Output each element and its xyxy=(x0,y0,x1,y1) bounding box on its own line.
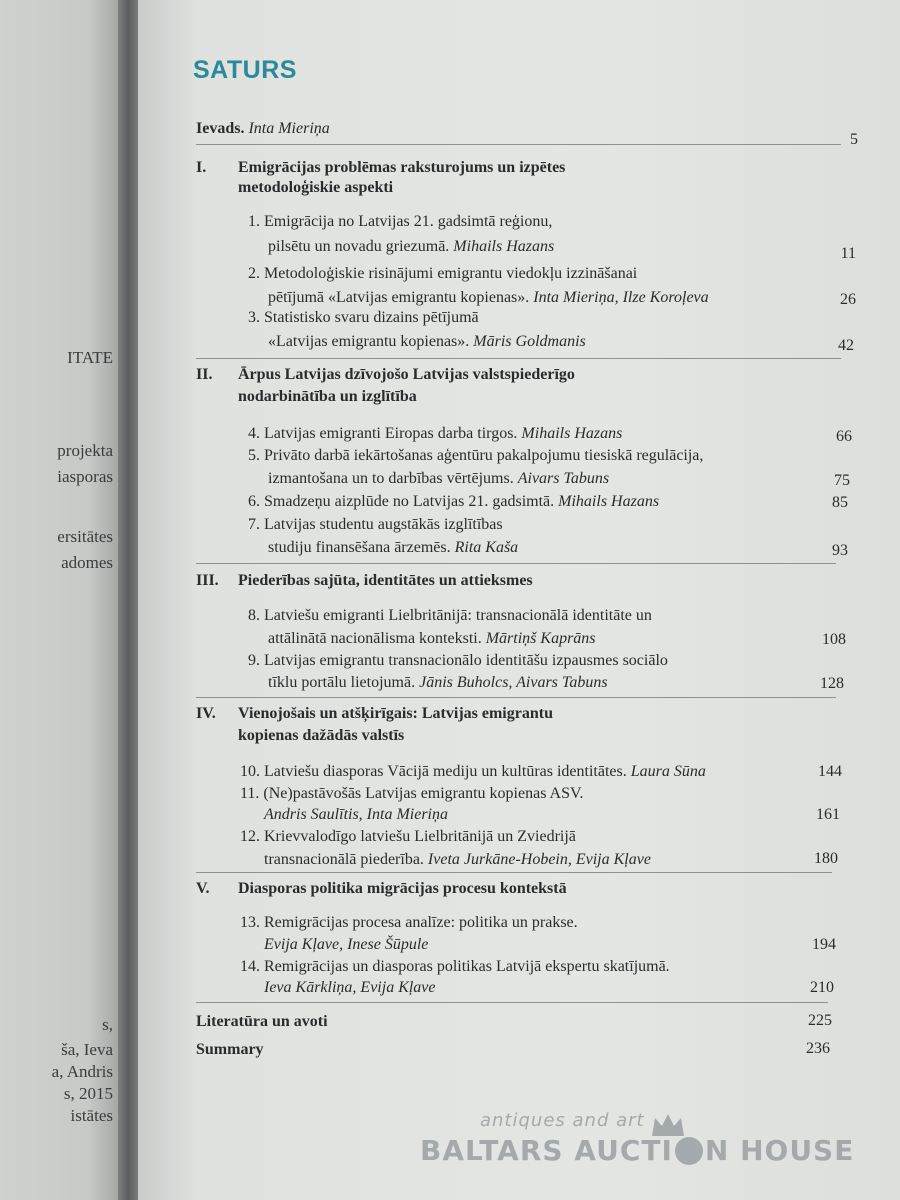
section-numeral: V. xyxy=(196,880,210,897)
page-number: 128 xyxy=(820,675,844,692)
chapter-number: 7. xyxy=(248,516,260,533)
chapter-10 xyxy=(240,762,706,782)
watermark-tagline: antiques and art xyxy=(480,1110,645,1131)
intro-label: Ievads. xyxy=(196,120,245,137)
chapter-title: attālinātā nacionālisma konteksti. xyxy=(268,630,482,647)
page-number: 75 xyxy=(834,472,850,489)
chapter-title: izmantošana un to darbības vērtējums. xyxy=(268,470,514,487)
chapter-number: 5. xyxy=(248,447,260,464)
back-matter-label: Literatūra un avoti xyxy=(196,1013,328,1030)
left-facing-page xyxy=(0,0,125,1200)
chapter-1 xyxy=(248,212,552,232)
chapter-title: Remigrācijas procesa analīze: politika un prakse. xyxy=(264,914,578,931)
chapter-author: Andris Saulītis, Inta Mieriņa xyxy=(264,806,448,823)
page-number: 108 xyxy=(822,631,846,648)
chapter-7 xyxy=(248,515,503,535)
chapter-9-line2 xyxy=(268,673,608,693)
chapter-author: Jānis Buholcs, Aivars Tabuns xyxy=(419,674,608,691)
section-numeral: II. xyxy=(196,366,213,383)
left-page-fragment: projekta xyxy=(57,441,113,460)
watermark-name-end: N HOUSE xyxy=(704,1134,855,1167)
chapter-7-line2 xyxy=(268,538,518,558)
chapter-author: Ieva Kārkliņa, Evija Kļave xyxy=(264,979,436,996)
page-number: 180 xyxy=(814,850,838,867)
page-number: 11 xyxy=(840,245,856,262)
page-number: 210 xyxy=(810,979,834,996)
chapter-title: «Latvijas emigrantu kopienas». xyxy=(268,333,470,350)
chapter-title: transnacionālā piederība. xyxy=(264,851,424,868)
page-number: 194 xyxy=(812,936,836,953)
left-page-fragment: istātes xyxy=(70,1106,113,1125)
section-title: kopienas dažādās valstīs xyxy=(238,727,405,744)
chapter-title: Latvijas studentu augstākās izglītības xyxy=(264,516,503,533)
chapter-2 xyxy=(248,264,637,284)
chapter-number: 9. xyxy=(248,652,260,669)
section-title: Diasporas politika migrācijas procesu kontekstā xyxy=(238,880,567,897)
section-title: Ārpus Latvijas dzīvojošo Latvijas valstspiederīgo xyxy=(238,366,575,383)
chapter-title: Privāto darbā iekārtošanas aģentūru pakalpojumu tiesiskā regulācija, xyxy=(264,447,704,464)
section-numeral: III. xyxy=(196,572,219,589)
chapter-number: 10. xyxy=(240,763,260,780)
left-page-fragment: s, xyxy=(102,1015,113,1034)
chapter-number: 14. xyxy=(240,958,260,975)
page-number: 26 xyxy=(840,291,856,308)
auction-house-watermark xyxy=(420,1110,855,1180)
page-number: 161 xyxy=(816,806,840,823)
intro-author: Inta Mieriņa xyxy=(248,120,330,137)
chapter-author: Iveta Jurkāne-Hobein, Evija Kļave xyxy=(427,851,651,868)
left-page-fragment: ša, Ieva xyxy=(61,1040,113,1059)
chapter-title: Latvijas emigranti Eiropas darba tirgos. xyxy=(264,425,518,442)
chapter-title: Remigrācijas un diasporas politikas Latvijā ekspertu skatījumā. xyxy=(264,958,670,975)
chapter-author: Evija Kļave, Inese Šūpule xyxy=(264,936,429,953)
chapter-9 xyxy=(248,651,668,671)
chapter-1-line2 xyxy=(268,237,554,257)
chapter-number: 13. xyxy=(240,914,260,931)
toc-intro xyxy=(196,119,330,139)
chapter-author: Inta Mieriņa, Ilze Koroļeva xyxy=(533,289,709,306)
page-number: 5 xyxy=(850,131,858,148)
chapter-13-line2 xyxy=(264,935,428,955)
chapter-author: Mihails Hazans xyxy=(558,493,660,510)
section-title: nodarbinātība un izglītība xyxy=(238,388,417,405)
chapter-5-line2 xyxy=(268,469,609,489)
divider xyxy=(196,358,841,359)
left-page-fragment: adomes xyxy=(61,553,113,572)
left-page-fragment: s, 2015 xyxy=(63,1084,113,1103)
chapter-number: 11. xyxy=(240,785,260,802)
left-page-fragment: iasporas xyxy=(57,467,113,486)
page-title: SATURS xyxy=(193,56,297,84)
chapter-5 xyxy=(248,446,703,466)
chapter-number: 2. xyxy=(248,265,260,282)
chapter-title: Latvijas emigrantu transnacionālo identitāšu izpausmes sociālo xyxy=(264,652,668,669)
back-matter-label: Summary xyxy=(196,1041,264,1058)
chapter-title: pētījumā «Latvijas emigrantu kopienas». xyxy=(268,289,530,306)
page-number: 66 xyxy=(836,428,852,445)
chapter-author: Mihails Hazans xyxy=(453,238,555,255)
chapter-author: Aivars Tabuns xyxy=(517,470,610,487)
chapter-8 xyxy=(248,606,652,626)
chapter-title: Latviešu diasporas Vācijā mediju un kultūras identitātes. xyxy=(264,763,627,780)
chapter-title: Latviešu emigranti Lielbritānijā: transnacionālā identitāte un xyxy=(264,607,652,624)
section-numeral: I. xyxy=(196,159,207,176)
chapter-title: Emigrācija no Latvijas 21. gadsimtā reģionu, xyxy=(264,213,553,230)
watermark-name-start: BALTARS AUCTI xyxy=(420,1134,673,1167)
chapter-11 xyxy=(240,784,584,804)
divider xyxy=(196,872,832,873)
section-title: Piederības sajūta, identitātes un attieksmes xyxy=(238,572,533,589)
watermark-o-icon xyxy=(675,1137,703,1165)
section-title: Vienojošais un atšķirīgais: Latvijas emigrantu xyxy=(238,705,553,722)
watermark-name xyxy=(420,1134,854,1167)
chapter-2-line2 xyxy=(268,288,709,308)
chapter-6 xyxy=(248,492,659,512)
chapter-11-line2 xyxy=(264,805,448,825)
divider xyxy=(196,563,836,564)
chapter-title: Statistisko svaru dizains pētījumā xyxy=(264,309,479,326)
chapter-author: Māris Goldmanis xyxy=(473,333,586,350)
page-number: 144 xyxy=(818,763,842,780)
divider xyxy=(196,697,836,698)
page-number: 85 xyxy=(832,494,848,511)
divider xyxy=(196,1002,828,1003)
chapter-8-line2 xyxy=(268,629,596,649)
chapter-author: Mihails Hazans xyxy=(521,425,623,442)
chapter-title: Krievvalodīgo latviešu Lielbritānijā un Zviedrijā xyxy=(264,828,576,845)
chapter-number: 8. xyxy=(248,607,260,624)
chapter-14 xyxy=(240,957,670,977)
chapter-number: 4. xyxy=(248,425,260,442)
chapter-author: Rita Kaša xyxy=(454,539,519,556)
section-title: metodoloģiskie aspekti xyxy=(238,179,394,196)
chapter-author: Laura Sūna xyxy=(630,763,706,780)
chapter-title: (Ne)pastāvošās Latvijas emigrantu kopienas ASV. xyxy=(263,785,584,802)
chapter-number: 1. xyxy=(248,213,260,230)
chapter-12 xyxy=(240,827,576,847)
section-numeral: IV. xyxy=(196,705,216,722)
chapter-title: studiju finansēšana ārzemēs. xyxy=(268,539,451,556)
chapter-title: tīklu portālu lietojumā. xyxy=(268,674,416,691)
chapter-3 xyxy=(248,308,479,328)
chapter-number: 3. xyxy=(248,309,260,326)
chapter-author: Mārtiņš Kaprāns xyxy=(485,630,596,647)
page-number: 93 xyxy=(832,542,848,559)
left-page-fragment: ersitātes xyxy=(57,527,113,546)
chapter-12-line2 xyxy=(264,850,651,870)
section-title: Emigrācijas problēmas raksturojums un izpētes xyxy=(238,159,566,176)
chapter-title: pilsētu un novadu griezumā. xyxy=(268,238,450,255)
page-number: 225 xyxy=(808,1012,832,1029)
chapter-13 xyxy=(240,913,578,933)
chapter-4 xyxy=(248,424,622,444)
chapter-3-line2 xyxy=(268,332,586,352)
chapter-number: 6. xyxy=(248,493,260,510)
page-number: 42 xyxy=(838,337,854,354)
chapter-14-line2 xyxy=(264,978,436,998)
divider xyxy=(196,144,841,145)
chapter-title: Metodoloģiskie risinājumi emigrantu viedokļu izzināšanai xyxy=(264,265,638,282)
left-page-fragment: ITATE xyxy=(67,348,113,367)
chapter-title: Smadzeņu aizplūde no Latvijas 21. gadsimtā. xyxy=(264,493,555,510)
page-number: 236 xyxy=(806,1040,830,1057)
left-page-fragment: a, Andris xyxy=(51,1062,113,1081)
chapter-number: 12. xyxy=(240,828,260,845)
